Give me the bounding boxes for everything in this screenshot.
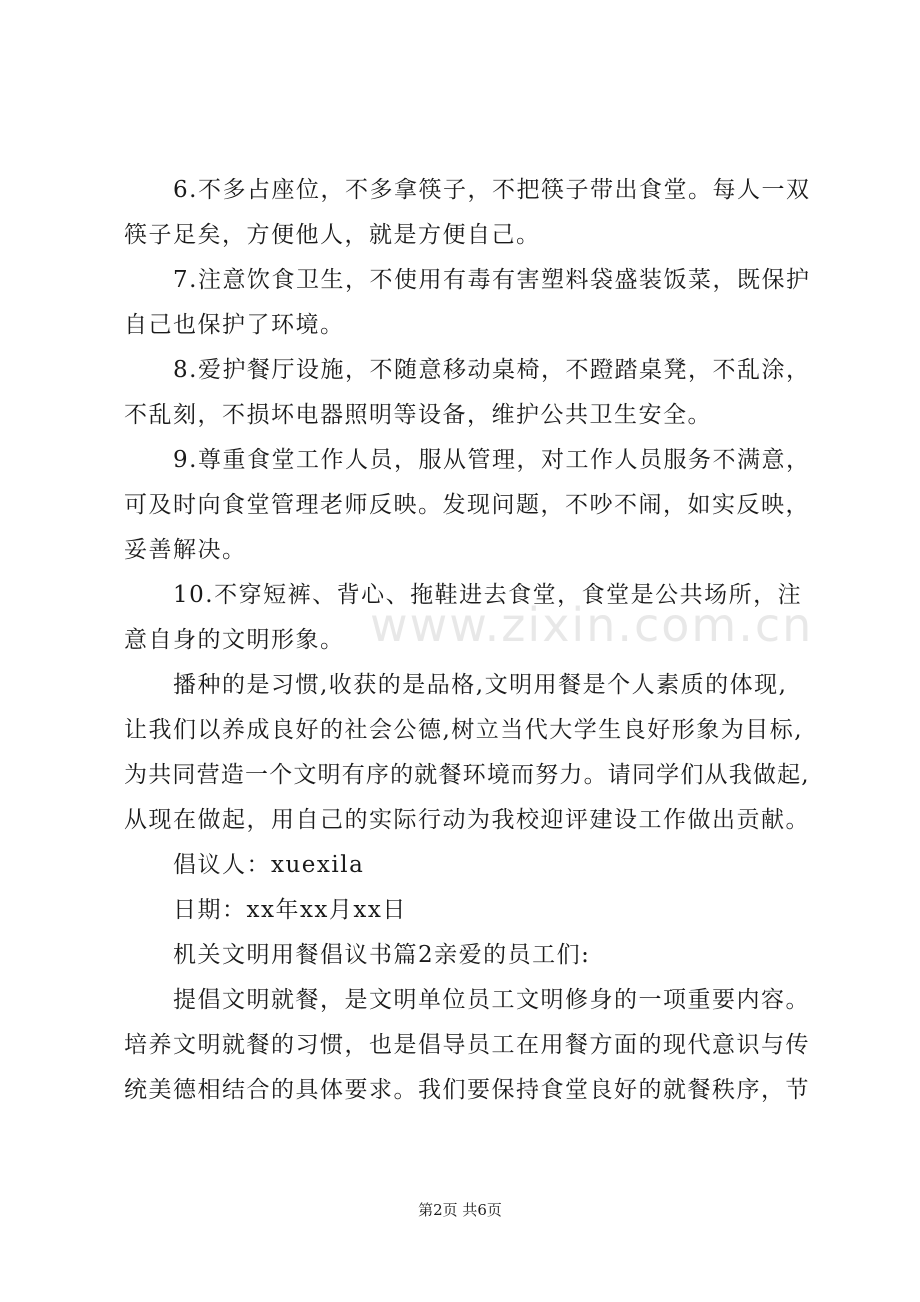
text-line: 7.注意饮食卫生，不使用有毒有害塑料袋盛装饭菜，既保护 [173,267,811,293]
text-line: 日期：xx年xx月xx日 [173,897,407,923]
page-footer: 第2页 共6页 [418,1201,502,1219]
text-line: 培养文明就餐的习惯，也是倡导员工在用餐方面的现代意识与传 [124,1032,810,1058]
text-line: 统美德相结合的具体要求。我们要保持食堂良好的就餐秩序，节 [124,1077,810,1103]
text-line: 自己也保护了环境。 [124,312,345,338]
document-body [124,168,810,1113]
text-line: 机关文明用餐倡议书篇2亲爱的员工们: [173,942,591,968]
text-line: 意自身的文明形象。 [124,627,345,653]
text-line: 妥善解决。 [124,537,247,563]
text-line: 不乱刻，不损坏电器照明等设备，维护公共卫生安全。 [124,402,712,428]
text-line: 倡议人：xuexila [173,852,365,878]
text-line: 从现在做起，用自己的实际行动为我校迎评建设工作做出贡献。 [124,807,810,833]
text-line: 播种的是习惯,收获的是品格,文明用餐是个人素质的体现, [173,672,788,698]
text-line: 可及时向食堂管理老师反映。发现问题，不吵不闹，如实反映， [124,492,810,518]
text-line: 10.不穿短裤、背心、拖鞋进去食堂，食堂是公共场所，注 [173,582,803,608]
text-line: 提倡文明就餐，是文明单位员工文明修身的一项重要内容。 [173,987,810,1013]
text-line: 让我们以养成良好的社会公德,树立当代大学生良好形象为目标, [124,717,804,743]
watermark: www.zixin.com.cn [370,598,814,652]
text-line: 6.不多占座位，不多拿筷子，不把筷子带出食堂。每人一双 [173,177,811,203]
text-line: 筷子足矣，方便他人，就是方便自己。 [124,222,541,248]
text-line: 为共同营造一个文明有序的就餐环境而努力。请同学们从我做起, [124,762,810,788]
text-line: 9.尊重食堂工作人员，服从管理，对工作人员服务不满意， [173,447,811,473]
text-line: 8.爱护餐厅设施，不随意移动桌椅，不蹬踏桌凳，不乱涂， [173,357,811,383]
